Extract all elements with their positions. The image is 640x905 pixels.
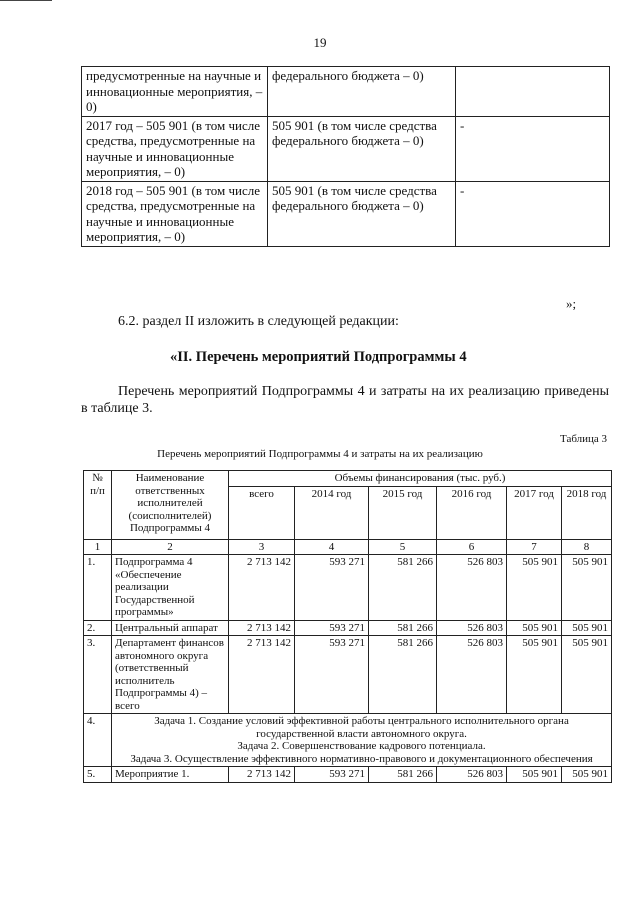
col-header-group: Объемы финансирования (тыс. руб.) — [229, 471, 612, 487]
table-cell — [456, 67, 610, 117]
col-header-year: 2015 год — [369, 486, 437, 539]
amendment-paragraph: 6.2. раздел II изложить в следующей редакции: — [118, 314, 399, 329]
table-row — [84, 555, 612, 621]
value-cell: 593 271 — [295, 767, 369, 783]
value-cell: 581 266 — [369, 555, 437, 621]
table-row — [84, 767, 612, 783]
column-number: 1 — [84, 539, 112, 555]
value-cell: 505 901 — [507, 555, 562, 621]
column-number: 3 — [229, 539, 295, 555]
col-header-year: всего — [229, 486, 295, 539]
closing-quote: »; — [566, 296, 577, 311]
top-edge-line — [0, 0, 52, 1]
value-cell: 505 901 — [507, 620, 562, 636]
column-number: 7 — [507, 539, 562, 555]
row-number: 5. — [84, 767, 112, 783]
col-header-year: 2018 год — [562, 486, 612, 539]
value-cell: 593 271 — [295, 555, 369, 621]
row-name: Центральный аппарат — [112, 620, 229, 636]
value-cell: 505 901 — [562, 767, 612, 783]
value-cell: 581 266 — [369, 767, 437, 783]
value-cell: 2 713 142 — [229, 767, 295, 783]
value-cell: 505 901 — [562, 636, 612, 714]
value-cell: 526 803 — [437, 636, 507, 714]
value-cell: 505 901 — [562, 620, 612, 636]
column-number: 6 — [437, 539, 507, 555]
intro-paragraph: Перечень мероприятий Подпрограммы 4 и затраты на их реализацию приведены в таблице 3. — [81, 384, 609, 416]
column-number: 2 — [112, 539, 229, 555]
column-number: 4 — [295, 539, 369, 555]
table-cell: предусмотренные на научные и инновационные мероприятия, – 0) — [82, 67, 268, 117]
value-cell: 581 266 — [369, 636, 437, 714]
table-row — [82, 67, 610, 117]
col-header-name: Наименование ответственных исполнителей (соисполнителей) Подпрограммы 4 — [112, 471, 229, 540]
column-number-row — [84, 539, 612, 555]
table-cell: 505 901 (в том числе средства федерального бюджета – 0) — [268, 116, 456, 181]
task-3: Задача 3. Осуществление эффективного нормативно-правового и документационного обеспечения — [130, 752, 593, 765]
table-header-row — [84, 471, 612, 487]
table-row — [84, 636, 612, 714]
task-2: Задача 2. Совершенствование кадрового потенциала. — [237, 740, 486, 752]
column-number: 8 — [562, 539, 612, 555]
table-label: Таблица 3 — [560, 433, 608, 445]
continuation-table — [81, 66, 610, 247]
row-name: Подпрограмма 4 «Обеспечение реализации Государственной программы» — [112, 555, 229, 621]
section-heading: «II. Перечень мероприятий Подпрограммы 4 — [170, 349, 467, 365]
value-cell: 526 803 — [437, 555, 507, 621]
row-number: 1. — [84, 555, 112, 621]
table-cell: 2017 год – 505 901 (в том числе средства, предусмотренные на научные и инновационные мероприятия, – 0) — [82, 116, 268, 181]
value-cell: 593 271 — [295, 620, 369, 636]
row-name: Мероприятие 1. — [112, 767, 229, 783]
table-row — [82, 116, 610, 181]
value-cell: 505 901 — [507, 767, 562, 783]
measures-table — [83, 470, 612, 783]
column-number: 5 — [369, 539, 437, 555]
tasks-cell — [112, 714, 612, 767]
task-1: Задача 1. Создание условий эффективной работы центрального исполнительного органа государственной власти автономного округа. — [154, 715, 569, 740]
page-number: 19 — [313, 35, 327, 50]
task-row — [84, 714, 612, 767]
value-cell: 581 266 — [369, 620, 437, 636]
row-name: Департамент финансов автономного округа (ответственный исполнитель Подпрограммы 4) – всего — [112, 636, 229, 714]
col-header-year: 2017 год — [507, 486, 562, 539]
col-header-num: № п/п — [84, 471, 112, 540]
value-cell: 526 803 — [437, 767, 507, 783]
table-row — [82, 181, 610, 246]
value-cell: 2 713 142 — [229, 620, 295, 636]
value-cell: 505 901 — [507, 636, 562, 714]
table-cell: - — [456, 181, 610, 246]
value-cell: 2 713 142 — [229, 555, 295, 621]
table-row — [84, 620, 612, 636]
value-cell: 593 271 — [295, 636, 369, 714]
col-header-year: 2014 год — [295, 486, 369, 539]
row-number: 4. — [84, 714, 112, 767]
table-cell: - — [456, 116, 610, 181]
table-caption: Перечень мероприятий Подпрограммы 4 и затраты на их реализацию — [157, 448, 483, 460]
table-cell: федерального бюджета – 0) — [268, 67, 456, 117]
table-cell: 2018 год – 505 901 (в том числе средства, предусмотренные на научные и инновационные мероприятия, – 0) — [82, 181, 268, 246]
table-cell: 505 901 (в том числе средства федерального бюджета – 0) — [268, 181, 456, 246]
row-number: 3. — [84, 636, 112, 714]
value-cell: 2 713 142 — [229, 636, 295, 714]
row-number: 2. — [84, 620, 112, 636]
col-header-year: 2016 год — [437, 486, 507, 539]
value-cell: 505 901 — [562, 555, 612, 621]
value-cell: 526 803 — [437, 620, 507, 636]
